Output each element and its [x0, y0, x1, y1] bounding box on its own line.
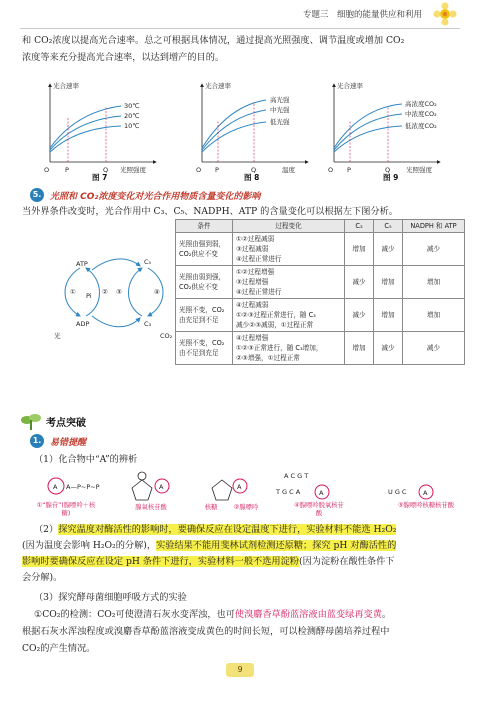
table-row: [176, 299, 465, 332]
fig9-xlabel: 光照强度: [406, 166, 432, 174]
fig9-ylabel: 光合速率: [337, 82, 363, 90]
molecule-caption-4: ④腺嘌呤脱氧核苷酸: [294, 502, 344, 517]
table-header-cell: NADPH 和 ATP: [403, 220, 465, 233]
fig9-series-2: 中浓度CO₂: [405, 110, 437, 118]
cycle-atp: ATP: [76, 260, 88, 268]
process-line: 减少②③减弱，①过程正常: [236, 321, 314, 329]
para3-line1: （3）探究酵母菌细胞呼吸方式的实验: [34, 592, 187, 603]
cycle-adp: ADP: [76, 320, 90, 328]
table-cell-c5: 减少: [374, 332, 403, 365]
figure-7: [36, 78, 166, 180]
table-row: [176, 266, 465, 299]
fig7-caption: 图 7: [92, 173, 108, 182]
cycle-c3: C₃: [144, 320, 152, 328]
section5-number: 5.: [30, 188, 44, 202]
fig8-ylabel: 光合速率: [205, 82, 231, 90]
table-cell-condition: 光照由弱到强，CO₂供应不变: [176, 266, 233, 299]
fig7-series-2: 20℃: [124, 112, 140, 120]
cycle-n2: ②: [102, 288, 108, 296]
cycle-co2: CO₂: [160, 332, 173, 340]
table-cell-atp: 减少: [403, 332, 465, 365]
molecule-caption-3: 核糖: [204, 504, 218, 511]
fig9-tick-q: Q: [385, 166, 391, 174]
fig8-tick-q: Q: [251, 166, 257, 174]
fig8-tick-p: P: [215, 166, 219, 174]
sprout-icon: [20, 412, 42, 432]
page-number: 9: [226, 663, 254, 677]
svg-text:A: A: [53, 483, 58, 491]
table-cell-condition: 光照不变，CO₂由充足到不足: [176, 299, 233, 332]
table-cell-atp: 增加: [403, 266, 465, 299]
cycle-light: 光: [54, 332, 61, 340]
process-line: ③过程增强: [236, 278, 269, 286]
molecule-atp-label: A—P~P~P: [66, 483, 100, 491]
process-line: ①②过程减弱: [236, 235, 275, 243]
fig8-origin: O: [196, 166, 202, 174]
fig8-caption: 图 8: [244, 173, 260, 182]
svg-text:A: A: [237, 483, 242, 491]
molecule-caption-1: ①“腺苷”(腺嘌呤＋核糖): [36, 502, 96, 517]
intro-line-1: 和 CO₂浓度以提高光合速率。总之可根据具体情况，通过提高光照强度、调节温度或增加 CO₂: [22, 35, 405, 46]
table-cell-condition: 光照由强到弱，CO₂供应不变: [176, 233, 233, 266]
fig7-origin: O: [44, 166, 50, 174]
table-cell-process: [233, 299, 345, 332]
dna-top: A C G T: [284, 472, 309, 480]
dna-bottom: T G C A: [276, 488, 301, 496]
cycle-n4: ④: [154, 288, 160, 296]
fig7-series-1: 30℃: [124, 102, 140, 110]
section5-title: 光照和 CO₂浓度变化对光合作用物质含量变化的影响: [50, 192, 261, 202]
para2-seg6: 会分解)。: [22, 572, 63, 583]
table-header-cell: C₅: [374, 220, 403, 233]
fig7-xlabel: 光照强度: [120, 166, 146, 174]
table-cell-process: [233, 233, 345, 266]
table-cell-process: [233, 332, 345, 365]
fig7-tick-p: P: [65, 166, 69, 174]
section5-intro: 当外界条件改变时，光合作用中 C₃、C₅、NADPH、ATP 的含量变化可以根据左下图分析。: [22, 206, 398, 217]
table-header-cell: 过程变化: [233, 220, 345, 233]
cycle-n3: ③: [116, 288, 122, 296]
fig9-tick-p: P: [347, 166, 351, 174]
para2-hl-1: 探究温度对酶活性的影响时，要确保反应在设定温度下进行，实验材料不能选 H₂O₂: [58, 524, 397, 535]
process-line: ①②③过程正常进行，随 C₃: [236, 311, 316, 319]
item1-heading: （1）化合物中“A”的辨析: [34, 454, 138, 465]
kaodian-sub-title: 易错提醒: [50, 438, 87, 448]
process-line: ④过程增强: [236, 334, 269, 342]
table-row: [176, 233, 465, 266]
para2: [22, 522, 462, 586]
fig7-ylabel: 光合速率: [53, 82, 79, 90]
process-line: ④过程正常进行: [236, 288, 282, 296]
table-cell-c3: 增加: [345, 332, 374, 365]
process-line: ②③增强，①过程正常: [236, 354, 300, 362]
condition-table: [175, 219, 465, 365]
para2-seg5: (因为淀粉在酸性条件下: [298, 556, 395, 567]
table-cell-atp: 减少: [403, 233, 465, 266]
flower-deco-icon: [430, 2, 460, 26]
intro-line-2: 浓度等来充分提高光合速率，以达到增产的目的。: [22, 52, 225, 63]
fig9-origin: O: [328, 166, 334, 174]
chapter-title: 专题三 细胞的能量供应和利用: [302, 10, 422, 20]
para3-line2: [34, 607, 464, 623]
svg-text:A: A: [159, 483, 164, 491]
fig7-tick-q: Q: [103, 166, 109, 174]
fig9-series-1: 高浓度CO₂: [405, 100, 437, 108]
table-header-cell: C₃: [345, 220, 374, 233]
table-header-row: [176, 220, 465, 233]
para3-line2-end: 。: [381, 609, 392, 620]
kaodian-sub-number: 1.: [30, 434, 44, 448]
para2-hl-3: 影响时要确保反应在设定 pH 条件下进行，实验材料一般不选用淀粉: [22, 556, 299, 567]
fig7-series-3: 10℃: [124, 122, 140, 130]
fig8-series-2: 中光强: [270, 106, 290, 114]
svg-text:A: A: [319, 489, 324, 497]
process-line: ③过程减弱: [236, 245, 269, 253]
table-cell-c5: 减少: [374, 233, 403, 266]
table-cell-c5: 增加: [374, 299, 403, 332]
process-line: ①②过程增强: [236, 268, 275, 276]
molecule-caption-3b: ②腺嘌呤: [233, 504, 259, 511]
process-line: ④过程正常进行: [236, 255, 282, 263]
para3-line4: CO₂的产生情况。: [22, 643, 96, 654]
fig8-xlabel: 温度: [282, 166, 295, 174]
cycle-pi: Pi: [86, 292, 92, 300]
table-cell-process: [233, 266, 345, 299]
para2-seg2: (因为温度会影响 H₂O₂的分解)，: [22, 540, 157, 551]
process-line: ①②③正常进行，随 C₃增加，: [236, 344, 323, 352]
fig9-series-3: 低浓度CO₂: [405, 122, 437, 130]
fig8-series-1: 高光强: [270, 96, 290, 104]
table-header-cell: 条件: [176, 220, 233, 233]
figure-8: [188, 78, 318, 180]
table-cell-condition: 光照不变，CO₂由不足到充足: [176, 332, 233, 365]
para2-prefix: （2）: [34, 524, 59, 535]
fig8-series-3: 低光强: [270, 118, 290, 126]
table-cell-c3: 增加: [345, 233, 374, 266]
table-cell-c5: 增加: [374, 266, 403, 299]
figure-9: [320, 78, 465, 180]
svg-text:A: A: [423, 489, 428, 497]
cycle-c5: C₅: [144, 258, 152, 266]
para3-line2-text: ①CO₂的检测：CO₂可使澄清石灰水变浑浊，也可: [34, 609, 235, 620]
molecule-figure: [40, 470, 470, 530]
kaodian-title: 考点突破: [46, 418, 86, 429]
rna-bottom: U G C: [388, 488, 407, 496]
para2-hl-2: 实验结果不能用斐林试剂检测还原糖；探究 pH 对酶活性的: [156, 540, 397, 551]
cycle-n1: ①: [70, 288, 76, 296]
cycle-diagram: [50, 250, 180, 340]
table-cell-c3: 减少: [345, 266, 374, 299]
molecule-caption-2: 腺氧核苷酸: [135, 504, 167, 511]
para3-line3: 根据石灰水浑浊程度或溴麝香草酚蓝溶液变成黄色的时间长短，可以检测酵母菌培养过程中: [22, 626, 390, 637]
table-row: [176, 332, 465, 365]
molecule-caption-5: ⑤腺嘌呤核糖核苷酸: [397, 502, 455, 509]
table-cell-c3: 减少: [345, 299, 374, 332]
table-cell-atp: 增加: [403, 299, 465, 332]
fig9-caption: 图 9: [383, 173, 399, 182]
header-divider: [20, 28, 460, 29]
para3-line2-highlight: 使溴麝香草酚蓝溶液由蓝变绿再变黄: [234, 609, 382, 620]
process-line: ④过程减弱: [236, 301, 269, 309]
